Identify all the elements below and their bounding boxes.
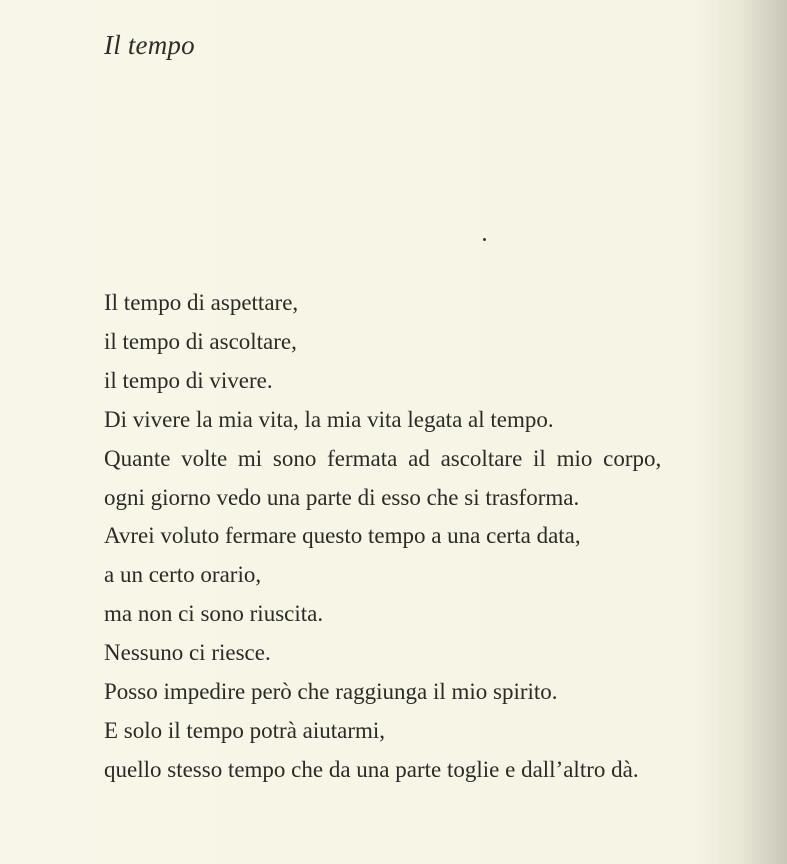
poem-title: Il tempo — [104, 30, 195, 60]
poem-line: Nessuno ci riesce. — [104, 640, 271, 666]
poem-line: E solo il tempo potrà aiutarmi, — [104, 717, 386, 743]
poem-body — [104, 284, 744, 790]
poem-line: quello stesso tempo che da una parte toglie e dall’altro dà. — [104, 756, 639, 782]
poem-line: Di vivere la mia vita, la mia vita legata al tempo. — [104, 406, 554, 432]
poem-line: ma non ci sono riuscita. — [104, 601, 324, 627]
ornament-dot — [483, 238, 486, 241]
poem-line: il tempo di vivere. — [104, 367, 273, 393]
poem-line: il tempo di ascoltare, — [104, 328, 297, 354]
poem-line: ogni giorno vedo una parte di esso che si trasforma. — [104, 484, 580, 510]
poem-line: Posso impedire però che raggiunga il mio spirito. — [104, 679, 558, 705]
poem-line: Avrei voluto fermare questo tempo a una certa data, — [104, 523, 581, 549]
poem-line: a un certo orario, — [104, 562, 262, 588]
poem-line: Il tempo di aspettare, — [104, 290, 299, 315]
poem-line: Quante volte mi sono fermata ad ascoltare il mio corpo, — [104, 445, 662, 471]
